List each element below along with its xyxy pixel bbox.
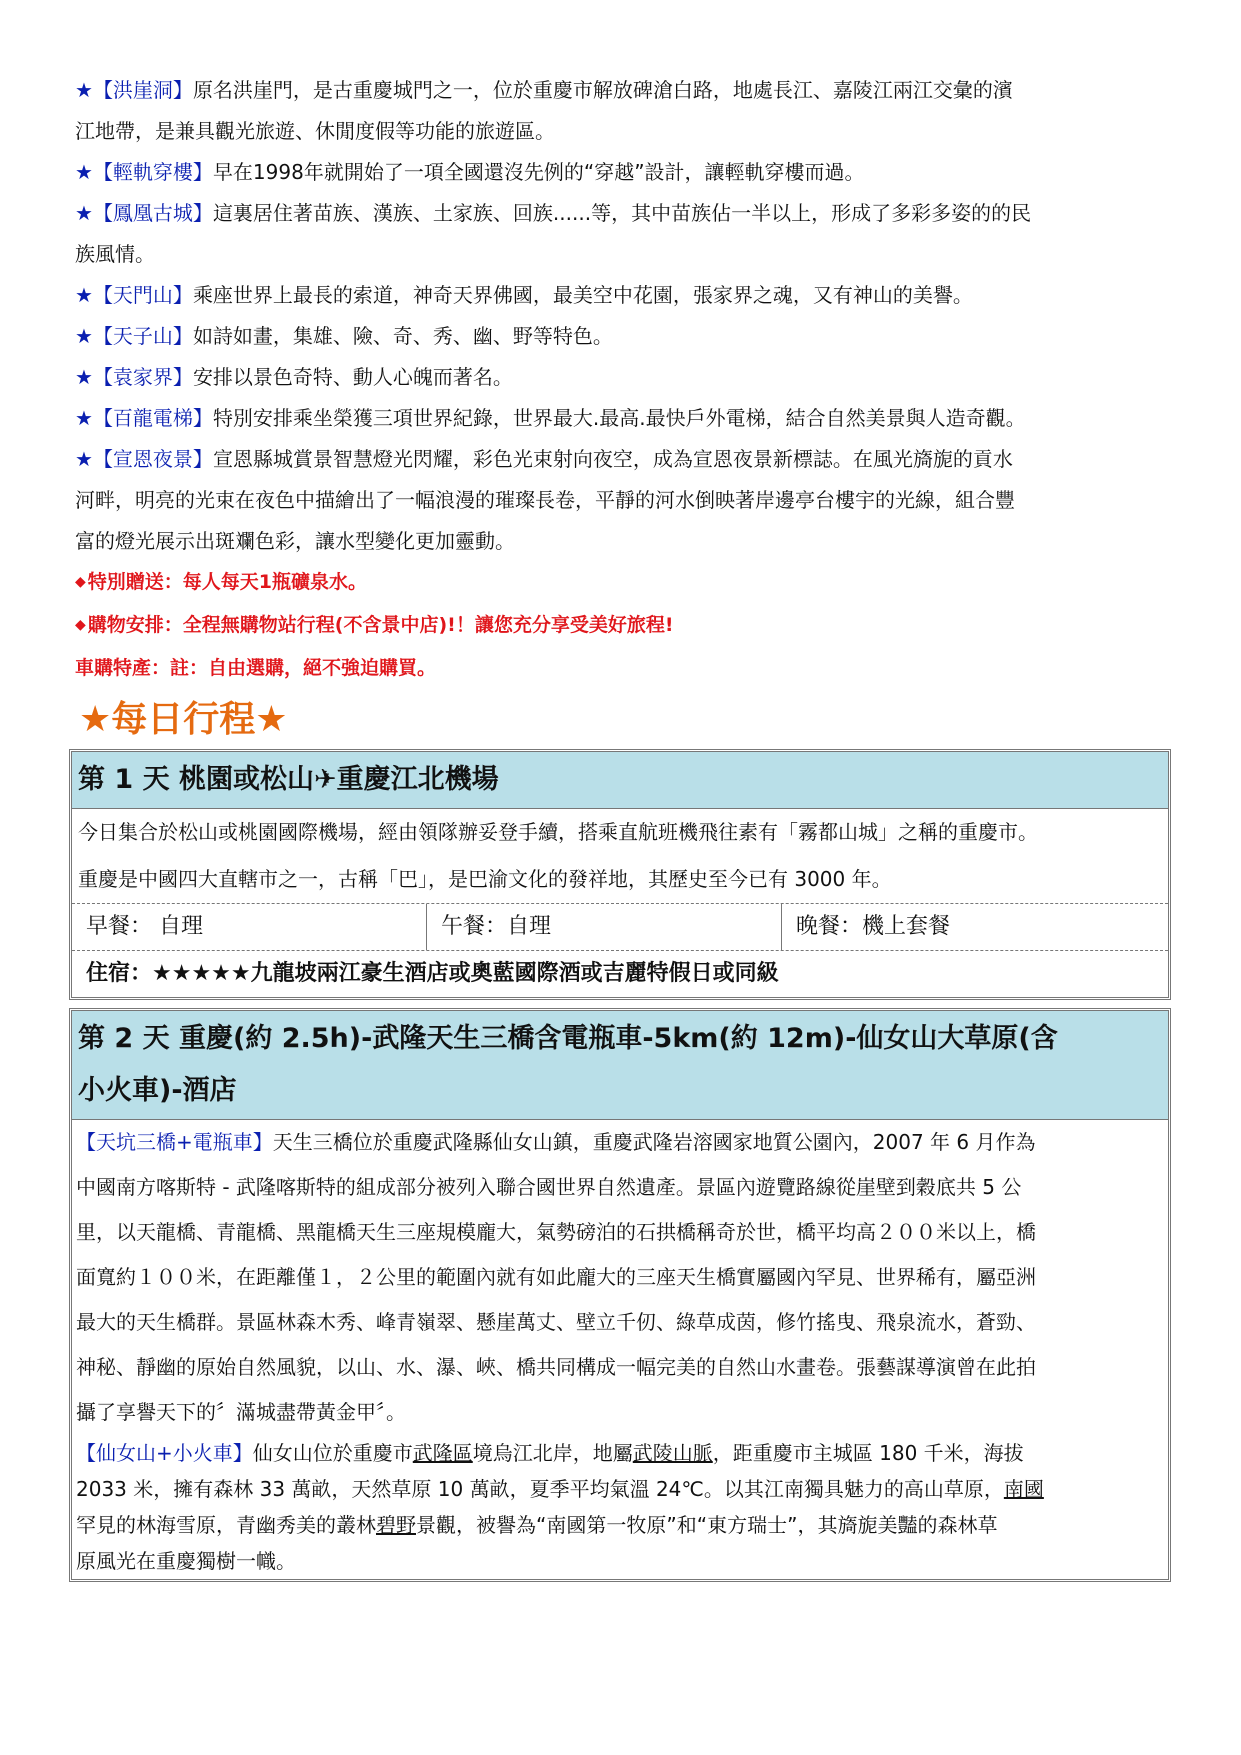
day2-para1-text: 攝了享譽天下的〞滿城盡帶黃金甲〞。: [76, 1400, 406, 1424]
day2-body: [72, 1120, 1168, 1579]
day2-header-line: 小火車)-酒店: [78, 1075, 237, 1106]
diamond-bullet-icon: ◆: [75, 617, 86, 633]
attraction-name: 【鳳凰古城】: [92, 201, 213, 225]
day2-para2-text: 罕見的林海雪原，青幽秀美的叢林: [76, 1513, 376, 1537]
attraction-description: 宣恩縣城賞景智慧燈光閃耀，彩色光束射向夜空，成為宣恩夜景新標誌。在風光旖旎的貢水: [212, 447, 1013, 471]
attraction-line: [75, 480, 1175, 521]
star-icon: ★: [75, 365, 93, 389]
day2-header-line: 第 2 天 重慶(約 2.5h)-武隆天生三橋含電瓶車-5km(約 12m)-仙女山大草原(含: [78, 1023, 1058, 1054]
day1-body-line: 今日集合於松山或桃園國際機場，經由領隊辦妥登手續，搭乘直航班機飛往素有「霧都山城」之稱的重慶市。: [78, 820, 1038, 844]
place-link-biye: 碧野: [376, 1513, 416, 1537]
attraction-list: [75, 70, 1175, 562]
day2-para2-text: 景觀，被譽為“南國第一牧原”和“東方瑞士”，其旖旎美豔的森林草: [416, 1513, 998, 1537]
notice-shopping: ◆ 購物安排：全程無購物站行程(不含景中店)!！讓您充分享受美好旅程!: [75, 614, 674, 636]
dinner: 晚餐：機上套餐: [796, 914, 951, 939]
day2-para1-text: 里，以天龍橋、青龍橋、黑龍橋天生三座規模龐大，氣勢磅泊的石拱橋稱奇於世，橋平均高２００米以上，橋: [76, 1220, 1036, 1244]
notice-car-purchase: 車購特產：註：自由選購，絕不強迫購買。: [75, 657, 437, 679]
day2-para1-text: 最大的天生橋群。景區林森木秀、峰青嶺翠、懸崖萬丈、壁立千仞、綠草成茵，修竹搖曳、飛泉流水，蒼勁、: [76, 1310, 1036, 1334]
attraction-name: 【天子山】: [92, 324, 193, 348]
notice-gift: ◆ 特別贈送：每人每天1瓶礦泉水。: [75, 571, 368, 593]
day1-body-line: 重慶是中國四大直轄市之一，古稱「巴」，是巴渝文化的發祥地，其歷史至今已有 3000 年。: [78, 867, 892, 891]
attraction-description: 乘座世界上最長的索道，神奇天界佛國，最美空中花園，張家界之魂，又有神山的美譽。: [192, 283, 973, 307]
day2-para2-text: 2033 米，擁有森林 33 萬畝，天然草原 10 萬畝，夏季平均氣溫 24℃。以其江南獨具魅力的高山草原，: [76, 1477, 1004, 1501]
star-icon: ★: [75, 201, 93, 225]
document-page: [75, 70, 1175, 1582]
day2-para2-text: 原風光在重慶獨樹一幟。: [76, 1549, 296, 1573]
day1-header: 第 1 天 桃園或松山✈重慶江北機場: [72, 752, 1168, 809]
attraction-line: [75, 439, 1175, 480]
attraction-line: [75, 70, 1175, 111]
attraction-description: 早在1998年就開始了一項全國還沒先例的“穿越”設計，讓輕軌穿樓而過。: [212, 160, 865, 184]
star-icon: ★: [75, 406, 93, 430]
place-link-wuling: 武陵山脈: [632, 1441, 713, 1465]
star-icon: ★: [75, 78, 93, 102]
attraction-name: 【袁家界】: [92, 365, 193, 389]
attraction-name: 【輕軌穿樓】: [92, 160, 213, 184]
attraction-description: 原名洪崖門，是古重慶城門之一，位於重慶市解放碑滄白路，地處長江、嘉陵江兩江交彙的濱: [192, 78, 1013, 102]
day2-para1-text: 中國南方喀斯特 - 武隆喀斯特的組成部分被列入聯合國世界自然遺產。景區內遊覽路線從崖壁到穀底共 5 公: [76, 1175, 1022, 1199]
attraction-line: [75, 275, 1175, 316]
attraction-line: [75, 316, 1175, 357]
day2-para1-text: 天生三橋位於重慶武隆縣仙女山鎮，重慶武隆岩溶國家地質公園內，2007 年 6 月作為: [272, 1130, 1036, 1154]
attraction-line: [75, 152, 1175, 193]
attraction-name: 【洪崖洞】: [92, 78, 193, 102]
attraction-description: 族風情。: [75, 242, 155, 266]
star-icon: ★: [75, 160, 93, 184]
diamond-bullet-icon: ◆: [75, 574, 86, 590]
attraction-description: 江地帶，是兼具觀光旅遊、休閒度假等功能的旅遊區。: [75, 119, 555, 143]
day2-header: [72, 1011, 1168, 1120]
star-icon: ★: [75, 324, 93, 348]
place-link-wulong: 武隆區: [412, 1441, 473, 1465]
attraction-description: 河畔，明亮的光束在夜色中描繪出了一幅浪漫的璀璨長卷，平靜的河水倒映著岸邊亭台樓宇的光線，組合豐: [75, 488, 1015, 512]
lunch: 午餐：自理: [427, 904, 782, 950]
day1-body: [72, 809, 1168, 903]
star-icon: ★: [75, 283, 93, 307]
attraction-line: [75, 398, 1175, 439]
attraction-name: 【天門山】: [92, 283, 193, 307]
attraction-description: 特別安排乘坐榮獲三項世界紀錄，世界最大.最高.最快戶外電梯，結合自然美景與人造奇觀。: [212, 406, 1026, 430]
day1-meals: [72, 903, 1168, 950]
day2-para2-text: 境烏江北岸，地屬: [472, 1441, 633, 1465]
day2-para2-tag: 【仙女山+小火車】: [76, 1441, 253, 1465]
day1-hotel: 住宿：★★★★★九龍坡兩江豪生酒店或奧藍國際酒或吉麗特假日或同級: [72, 950, 1168, 997]
attraction-description: 如詩如畫，集雄、險、奇、秀、幽、野等特色。: [192, 324, 613, 348]
attraction-line: [75, 234, 1175, 275]
attraction-line: [75, 521, 1175, 562]
day2-para1-text: 面寬約１００米，在距離僅１，２公里的範圍內就有如此龐大的三座天生橋實屬國內罕見、世界稀有，屬亞洲: [76, 1265, 1036, 1289]
attraction-description: 富的燈光展示出斑斕色彩，讓水型變化更加靈動。: [75, 529, 515, 553]
attraction-line: [75, 193, 1175, 234]
place-link-nanguo: 南國: [1003, 1477, 1044, 1501]
attraction-name: 【宣恩夜景】: [92, 447, 213, 471]
attraction-description: 這裏居住著苗族、漢族、土家族、回族......等，其中苗族佔一半以上，形成了多彩多姿的的民: [212, 201, 1032, 225]
attraction-line: [75, 111, 1175, 152]
attraction-description: 安排以景色奇特、動人心魄而著名。: [192, 365, 513, 389]
day2-para2-text: ，距重慶市主城區 180 千米，海拔: [712, 1441, 1024, 1465]
attraction-name: 【百龍電梯】: [92, 406, 213, 430]
star-icon: ★: [75, 447, 93, 471]
day2-para1-tag: 【天坑三橋+電瓶車】: [76, 1130, 273, 1154]
breakfast: 早餐： 自理: [72, 904, 427, 950]
day2-para2-text: 仙女山位於重慶市: [252, 1441, 413, 1465]
daily-itinerary-title: ★每日行程★: [79, 699, 288, 740]
day2-para1-text: 神秘、靜幽的原始自然風貌，以山、水、瀑、峽、橋共同構成一幅完美的自然山水畫卷。張藝謀導演曾在此拍: [76, 1355, 1036, 1379]
day1-box: [69, 749, 1171, 1000]
day2-box: [69, 1008, 1171, 1582]
attraction-line: [75, 357, 1175, 398]
